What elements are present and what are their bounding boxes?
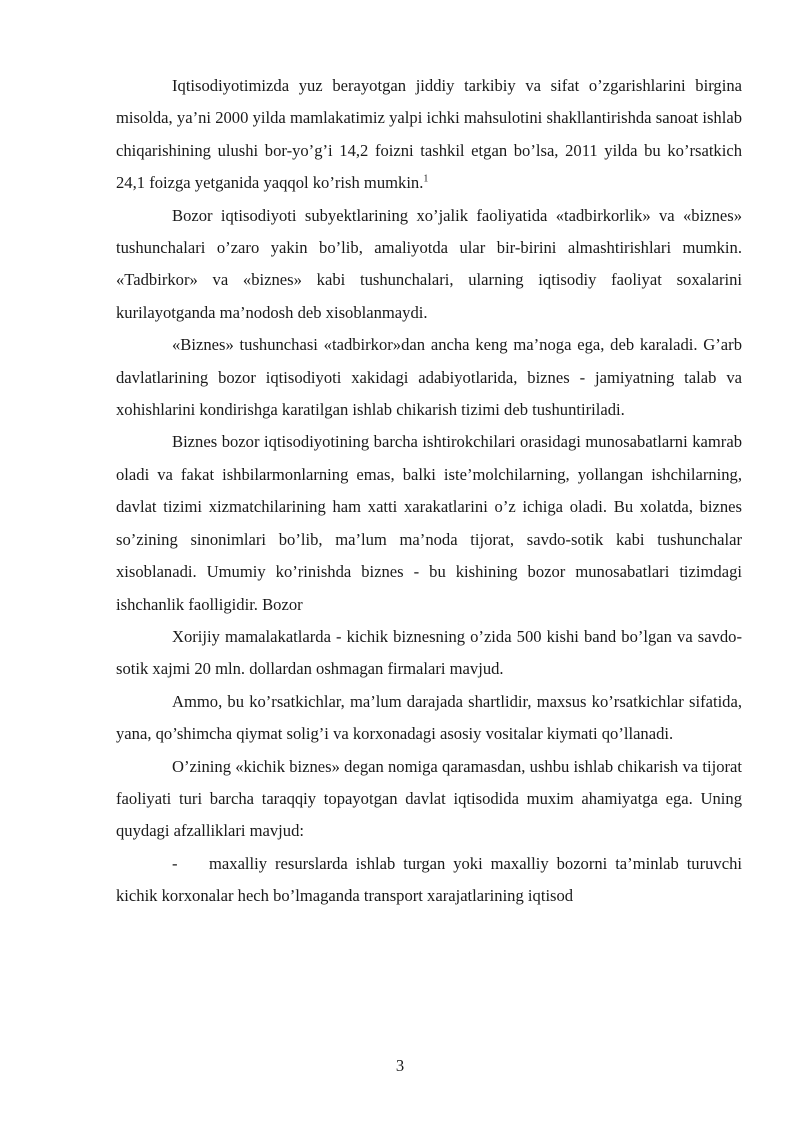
footnote-marker[interactable]: 1 bbox=[423, 173, 429, 185]
bullet-text: maxalliy resurslarda ishlab turgan yoki maxalliy bozorni ta’minlab turuvchi kichik korxonalar hech bo’lmaganda transport xarajatlarining iqtisod bbox=[116, 853, 742, 906]
paragraph: «Biznes» tushunchasi «tadbirkor»dan ancha keng ma’noga ega, deb karaladi. G’arb davlatlarining bozor iqtisodiyoti xakidagi adabiyotlarida, biznes - jamiyatning talab va xohishlarini kondirishga karatilgan ishlab chikarish tizimi deb tushuntiriladi. bbox=[116, 335, 742, 420]
bullet-dash: - bbox=[172, 853, 178, 873]
page-number: 3 bbox=[395, 1056, 405, 1075]
paragraph bbox=[116, 70, 742, 200]
paragraph: Xorijiy mamalakatlarda - kichik biznesning o’zida 500 kishi band bo’lgan va savdo-sotik xajmi 20 mln. dollardan oshmagan firmalari mavjud. bbox=[116, 626, 742, 679]
page-body bbox=[116, 70, 742, 913]
paragraph: Biznes bozor iqtisodiyotining barcha ishtirokchilari orasidagi munosabatlarni kamrab oladi va fakat ishbilarmonlarning emas, balki iste’molchilarning, yollangan ishchilarning, davlat tizimi xizmatchilarining ham xatti xarakatlarini o’z ichiga oladi. Bu xolatda, biznes so’zining sinonimlari bo’lib, ma’lum ma’noda tijorat, savdo-sotik kabi tushunchalar xisoblanadi. Umumiy ko’rinishda biznes - bu kishining bozor munosabatlari tizimdagi ishchanlik faolligidir. Bozor bbox=[116, 432, 742, 614]
paragraph: Bozor iqtisodiyoti subyektlarining xo’jalik faoliyatida «tadbirkorlik» va «biznes» tushunchalari o’zaro yakin bo’lib, amaliyotda ular bir-birini almashtirishlari mumkin. «Tadbirkor» va «biznes» kabi tushunchalari, ularning iqtisodiy faoliyat soxalarini kurilayotganda ma’nodosh deb xisoblanmaydi. bbox=[116, 205, 742, 322]
paragraph-text: Iqtisodiyotimizda yuz berayotgan jiddiy tarkibiy va sifat o’zgarishlarini birgina misolda, ya’ni 2000 yilda mamlakatimiz yalpi ichki mahsulotini shakllantirishda sanoat ishlab chiqarishining ulushi bor-yo’g’i 14,2 foizni tashkil etgan bo’lsa, 2011 yilda bu ko’rsatkich 24,1 foizga yetganida yaqqol ko’rish mumkin. bbox=[116, 76, 742, 193]
paragraph: Ammo, bu ko’rsatkichlar, ma’lum darajada shartlidir, maxsus ko’rsatkichlar sifatida, yana, qo’shimcha qiymat solig’i va korxonadagi asosiy vositalar kiymati qo’llanadi. bbox=[116, 691, 742, 744]
bullet-item bbox=[116, 848, 742, 913]
paragraph: O’zining «kichik biznes» degan nomiga qaramasdan, ushbu ishlab chikarish va tijorat faoliyati turi barcha taraqqiy topayotgan davlat iqtisodida muxim ahamiyatga ega. Uning quydagi afzalliklari mavjud: bbox=[116, 756, 742, 841]
